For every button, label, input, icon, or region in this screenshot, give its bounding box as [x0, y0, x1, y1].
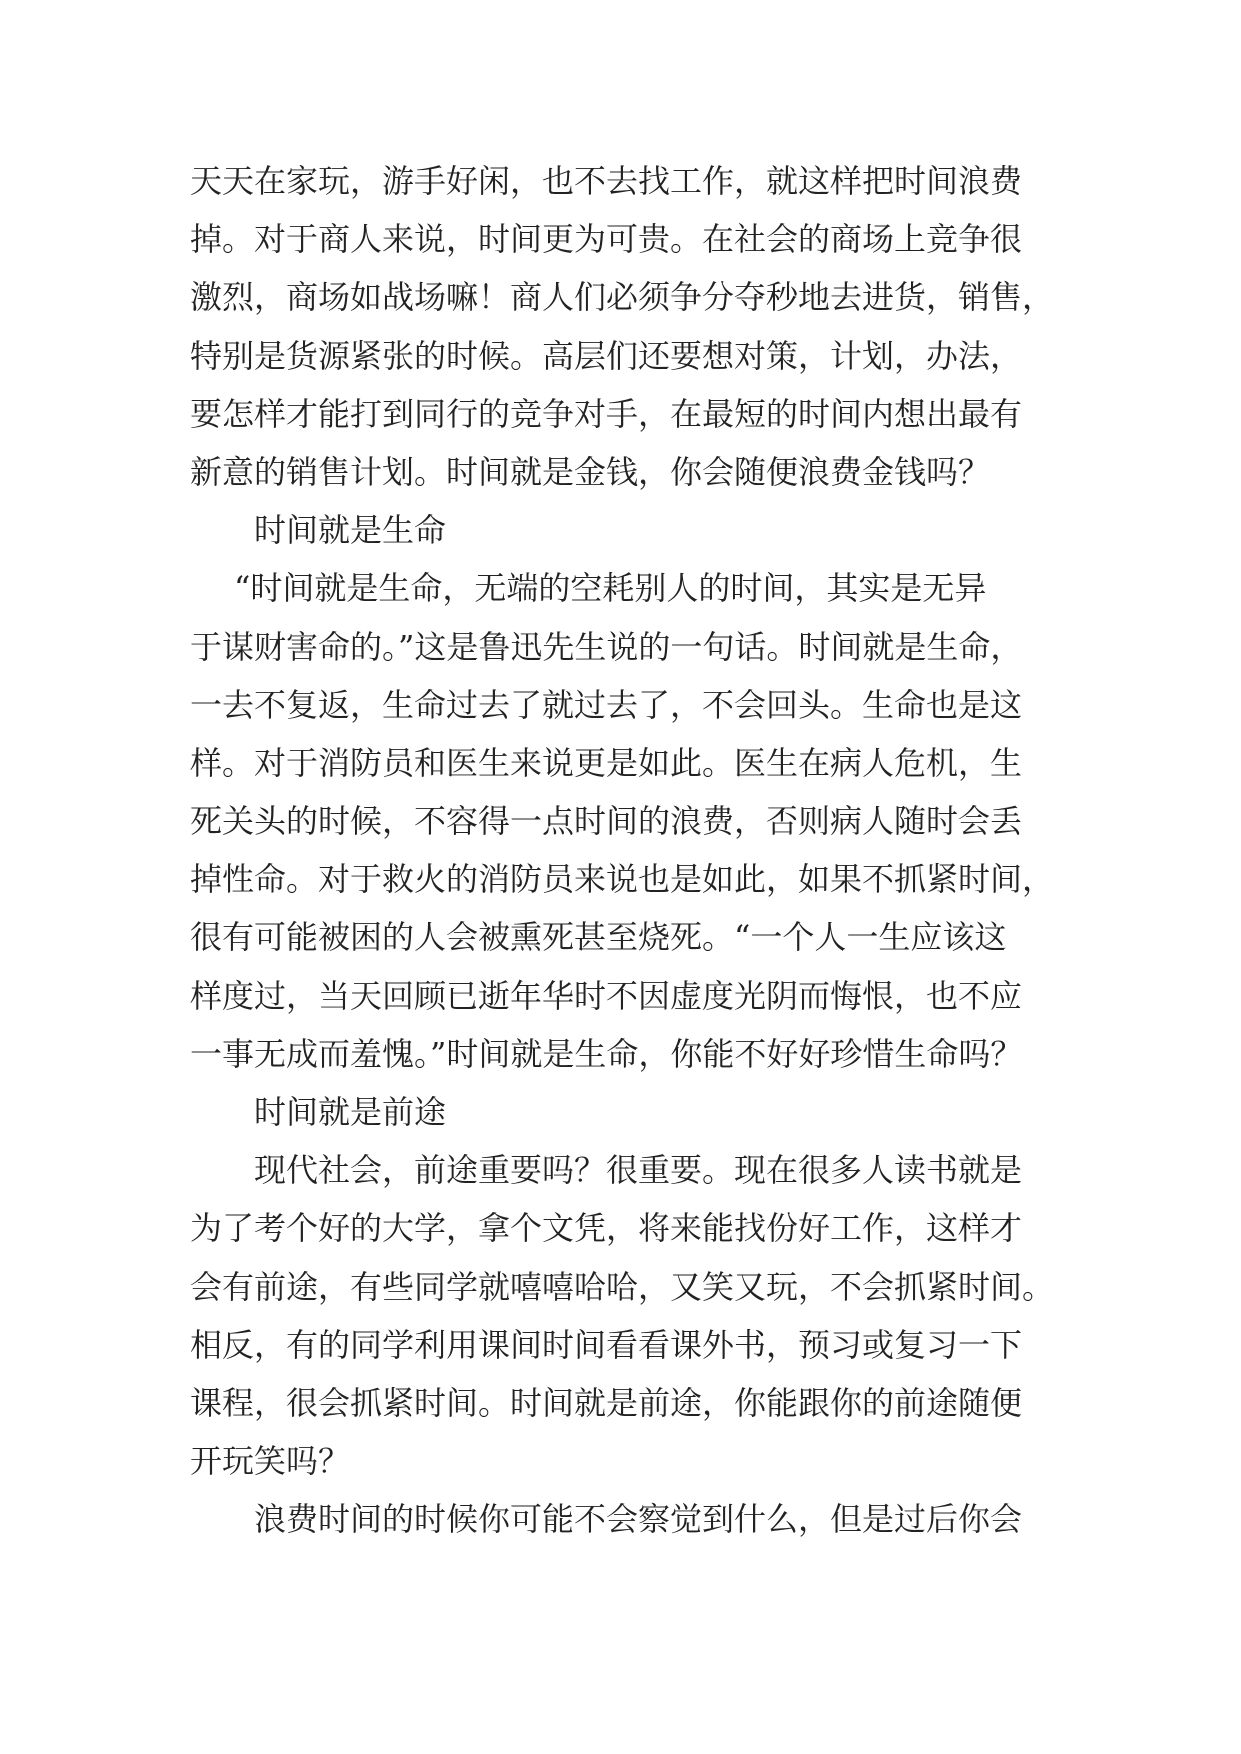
text-line: 激烈，商场如战场嘛！商人们必须争分夺秒地去进货，销售， — [190, 278, 1055, 317]
text-line: 一去不复返，生命过去了就过去了，不会回头。生命也是这 — [190, 685, 1023, 724]
text-line: 新意的销售计划。时间就是金钱，你会随便浪费金钱吗？ — [190, 452, 991, 491]
text-line: “时间就是生命，无端的空耗别人的时间，其实是无异 — [234, 569, 987, 608]
text-line: 要怎样才能打到同行的竞争对手，在最短的时间内想出最有 — [190, 394, 1023, 433]
text-line: 开玩笑吗？ — [190, 1442, 351, 1481]
text-line: 浪费时间的时候你可能不会察觉到什么，但是过后你会 — [254, 1500, 1023, 1539]
text-line: 现代社会，前途重要吗？很重要。现在很多人读书就是 — [254, 1151, 1023, 1190]
text-line: 很有可能被困的人会被熏死甚至烧死。“一个人一生应该这 — [190, 918, 1007, 957]
text-line: 样。对于消防员和医生来说更是如此。医生在病人危机，生 — [190, 743, 1023, 782]
section-heading-life: 时间就是生命 — [254, 511, 447, 550]
text-line: 相反，有的同学利用课间时间看看课外书，预习或复习一下 — [190, 1325, 1023, 1364]
text-line: 掉性命。对于救火的消防员来说也是如此，如果不抓紧时间， — [190, 860, 1055, 899]
text-line: 一事无成而羞愧。”时间就是生命，你能不好好珍惜生命吗？ — [190, 1034, 1023, 1073]
text-line: 天天在家玩，游手好闲，也不去找工作，就这样把时间浪费 — [190, 162, 1023, 200]
text-line: 样度过，当天回顾已逝年华时不因虚度光阴而悔恨，也不应 — [190, 976, 1023, 1015]
text-line: 掉。对于商人来说，时间更为可贵。在社会的商场上竞争很 — [190, 220, 1023, 259]
text-line: 会有前途，有些同学就嘻嘻哈哈，又笑又玩，不会抓紧时间。 — [190, 1267, 1055, 1306]
body-text — [190, 152, 1070, 1549]
text-line: 死关头的时候，不容得一点时间的浪费，否则病人随时会丢 — [190, 802, 1023, 841]
section-heading-future: 时间就是前途 — [254, 1093, 447, 1131]
text-line: 为了考个好的大学，拿个文凭，将来能找份好工作，这样才 — [190, 1209, 1023, 1248]
text-line: 特别是货源紧张的时候。高层们还要想对策，计划，办法， — [190, 336, 1023, 375]
text-line: 课程，很会抓紧时间。时间就是前途，你能跟你的前途随便 — [190, 1383, 1023, 1422]
text-line: 于谋财害命的。”这是鲁迅先生说的一句话。时间就是生命， — [190, 627, 1023, 666]
